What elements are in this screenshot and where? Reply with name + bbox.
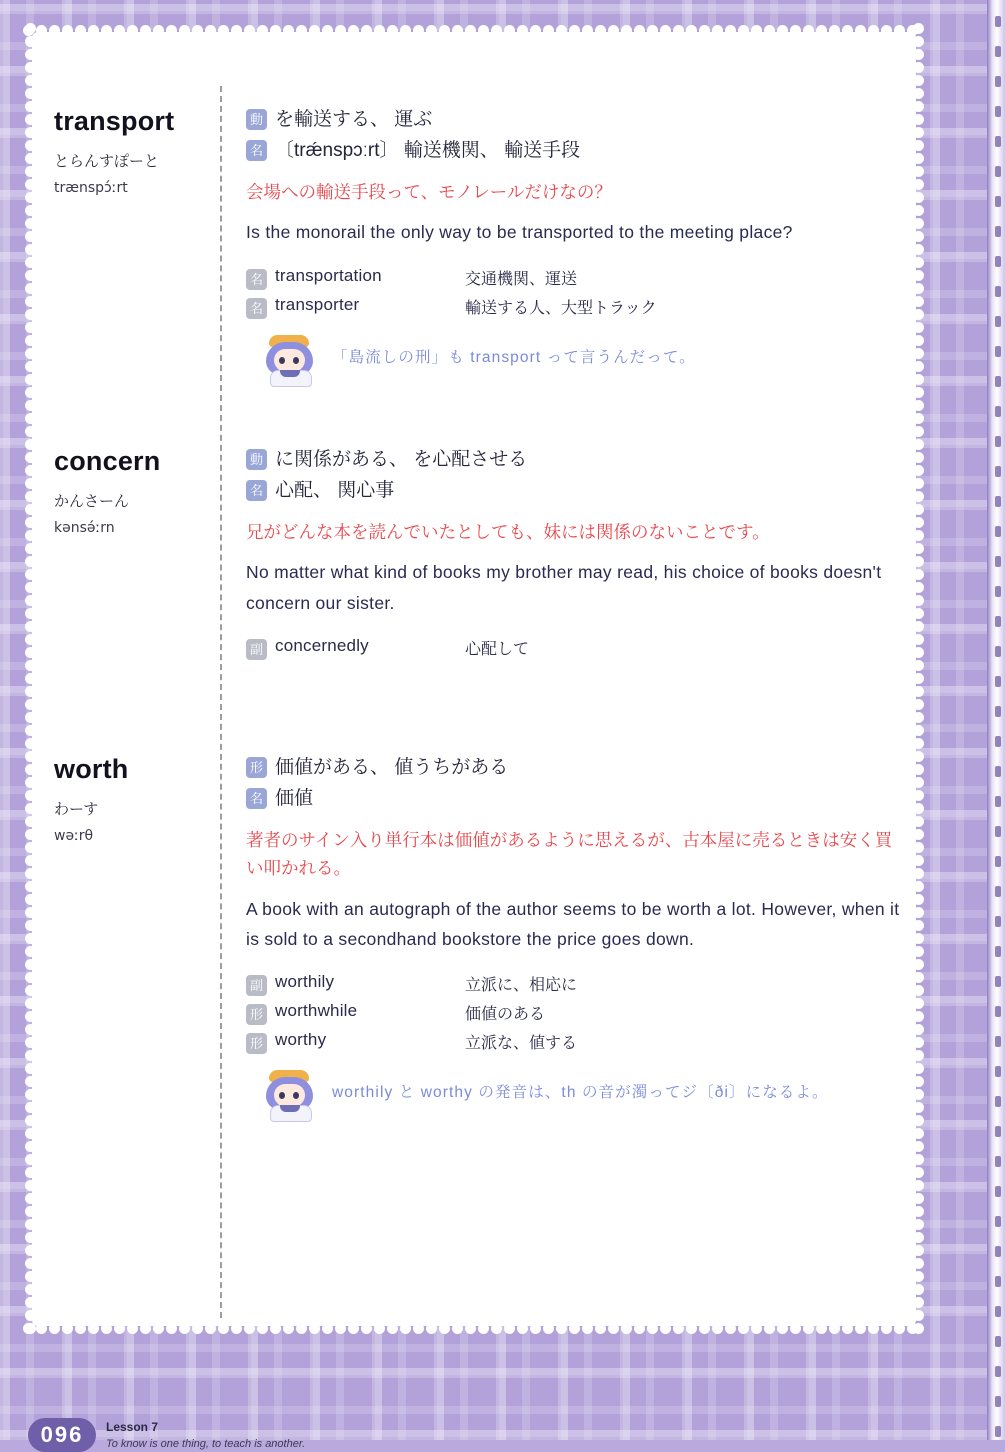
part-of-speech-badge: 形 xyxy=(246,1033,267,1054)
sense-row xyxy=(246,137,906,165)
derivatives-list xyxy=(246,266,906,319)
part-of-speech-badge: 副 xyxy=(246,975,267,996)
sense-row xyxy=(246,477,906,505)
sense-row xyxy=(246,106,906,134)
english-example: No matter what kind of books my brother may read, his choice of books doesn't concern our sister. xyxy=(246,562,882,613)
sense-definition: を輸送する、 運ぶ xyxy=(275,109,433,130)
derivative-word: concernedly xyxy=(275,635,369,655)
derivative-word: worthy xyxy=(275,1029,327,1049)
headword-block xyxy=(54,446,214,536)
part-of-speech-badge: 名 xyxy=(246,298,267,319)
sense-row xyxy=(246,754,906,782)
sense-definition: 価値がある、 値うちがある xyxy=(275,757,509,778)
binding-holes xyxy=(994,0,1001,1440)
japanese-example: 兄がどんな本を読んでいたとしても、妹には関係のないことです。 xyxy=(246,522,770,543)
headword-kana: かんさーん xyxy=(54,493,130,510)
footer-text-block xyxy=(106,1420,305,1450)
entry-body xyxy=(246,446,906,665)
derivative-meaning: 価値のある xyxy=(465,1005,546,1023)
part-of-speech-badge: 動 xyxy=(246,109,267,130)
page-card xyxy=(24,24,924,1334)
sense-row xyxy=(246,446,906,474)
derivative-meaning: 輸送する人、大型トラック xyxy=(465,299,657,317)
footer-lesson-label: Lesson 7 xyxy=(106,1420,159,1434)
headword-word: concern xyxy=(54,446,161,476)
headword-block xyxy=(54,754,214,844)
mascot-character-icon xyxy=(264,1068,316,1120)
derivative-row xyxy=(246,1001,906,1025)
headword-ipa: trænspɔ́ːrt xyxy=(54,180,128,196)
derivative-word: transportation xyxy=(275,265,382,285)
derivative-word: transporter xyxy=(275,294,360,314)
page-content xyxy=(24,24,924,1334)
japanese-example: 著者のサイン入り単行本は価値があるように思えるが、古本屋に売るときは安く買い叩かれる。 xyxy=(246,830,893,879)
character-note xyxy=(246,1068,906,1122)
vertical-dashed-divider xyxy=(220,86,222,1318)
sense-definition: 心配、 関心事 xyxy=(275,479,395,501)
headword-word: transport xyxy=(54,106,175,136)
derivative-meaning: 立派に、相応に xyxy=(465,976,578,994)
derivative-row xyxy=(246,266,906,290)
derivative-word: worthwhile xyxy=(275,1000,358,1020)
derivative-row xyxy=(246,636,906,660)
part-of-speech-badge: 形 xyxy=(246,757,267,778)
entry-body xyxy=(246,106,906,387)
japanese-example: 会場への輸送手段って、モノレールだけなの？ xyxy=(246,182,612,203)
page-number: 096 xyxy=(28,1418,96,1452)
sense-definition: に関係がある、 を心配させる xyxy=(275,449,528,470)
derivative-meaning: 立派な、値する xyxy=(465,1034,578,1052)
sense-definition: 価値 xyxy=(275,787,314,809)
part-of-speech-badge: 名 xyxy=(246,140,267,161)
part-of-speech-badge: 名 xyxy=(246,480,267,501)
part-of-speech-badge: 名 xyxy=(246,788,267,809)
part-of-speech-badge: 名 xyxy=(246,269,267,290)
part-of-speech-badge: 動 xyxy=(246,449,267,470)
headword-ipa: wəːrθ xyxy=(54,828,94,844)
footer-motto: To know is one thing, to teach is another. xyxy=(106,1438,306,1450)
character-note-text: 「島流しの刑」も transport って言うんだって。 xyxy=(332,348,696,366)
derivative-row xyxy=(246,972,906,996)
derivative-row xyxy=(246,295,906,319)
part-of-speech-badge: 形 xyxy=(246,1004,267,1025)
derivative-meaning: 心配して xyxy=(465,640,530,658)
character-note xyxy=(246,333,906,387)
character-note-text: worthily と worthy の発音は、th の音が濁ってジ〔ði〕になるよ。 xyxy=(332,1083,829,1101)
derivatives-list xyxy=(246,636,906,660)
sense-definition: 〔trǽnspɔːrt〕 輸送機関、 輸送手段 xyxy=(275,139,581,161)
entry-body xyxy=(246,754,906,1122)
sense-row xyxy=(246,785,906,813)
headword-kana: わーす xyxy=(54,801,99,818)
headword-block xyxy=(54,106,214,196)
english-example: Is the monorail the only way to be transported to the meeting place? xyxy=(246,222,793,243)
headword-ipa: kənsə́ːrn xyxy=(54,520,115,536)
headword-kana: とらんすぽーと xyxy=(54,153,160,170)
derivatives-list xyxy=(246,972,906,1054)
english-example: A book with an autograph of the author seems to be worth a lot. However, when it is sold to a secondhand bookstore the price goes down. xyxy=(246,898,900,949)
headword-word: worth xyxy=(54,754,129,784)
part-of-speech-badge: 副 xyxy=(246,639,267,660)
derivative-meaning: 交通機関、運送 xyxy=(465,270,578,288)
derivative-row xyxy=(246,1030,906,1054)
mascot-character-icon xyxy=(264,333,316,385)
derivative-word: worthily xyxy=(275,971,335,991)
